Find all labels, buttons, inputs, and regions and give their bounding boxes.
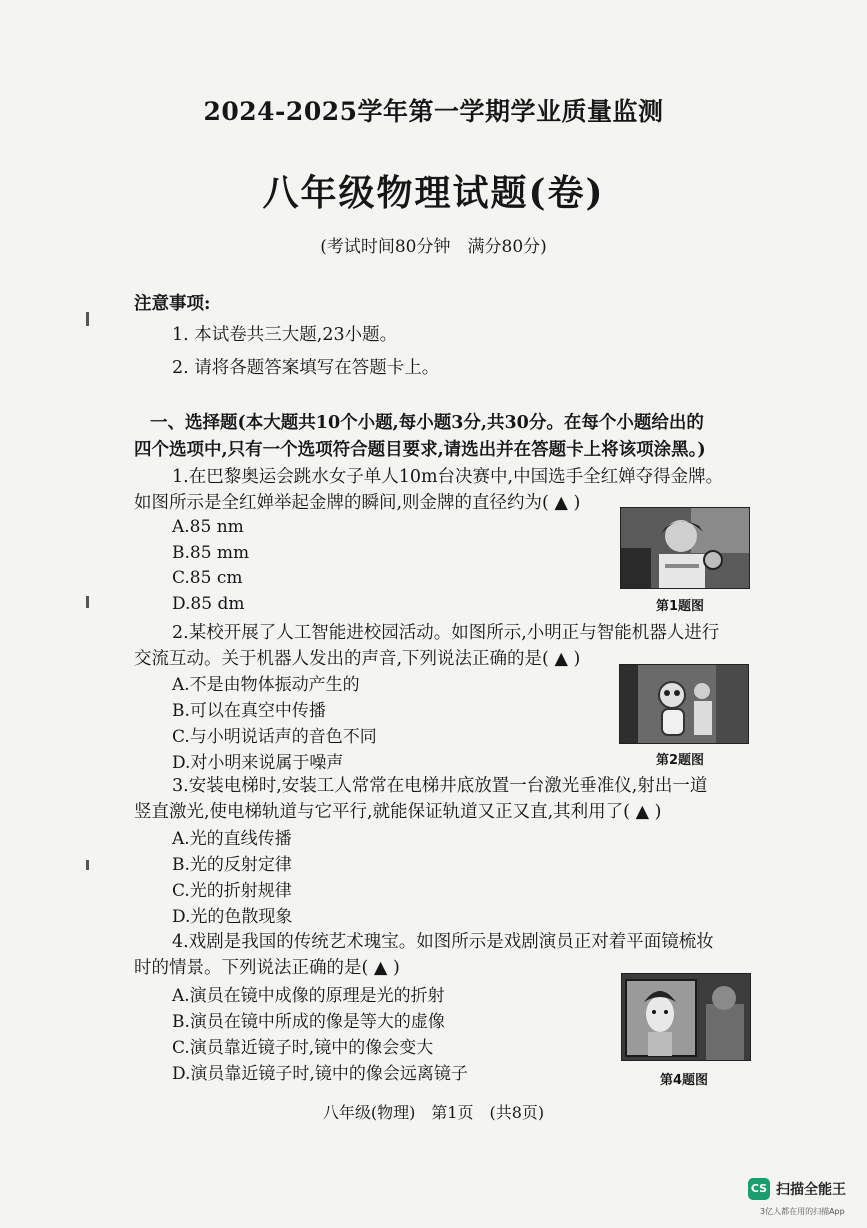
scanner-tagline: 3亿人都在用的扫描App: [760, 1207, 845, 1216]
section-intro: 一、选择题(本大题共10个小题,每小题3分,共30分。在每个小题给出的: [150, 413, 704, 433]
option-b: B.可以在真空中传播: [172, 701, 326, 721]
margin-mark: [86, 860, 89, 870]
question-stem: 交流互动。关于机器人发出的声音,下列说法正确的是( ▲ ): [134, 649, 581, 669]
option-a: A.不是由物体振动产生的: [172, 675, 360, 695]
robot-photo-illustration: [620, 665, 748, 743]
figure-1-photo: [620, 507, 750, 589]
term-title: 2024-2025学年第一学期学业质量监测: [203, 97, 664, 126]
margin-mark: [86, 596, 89, 608]
question-stem: 3.安装电梯时,安装工人常常在电梯井底放置一台激光垂准仪,射出一道: [172, 776, 708, 796]
figure-2-photo: [619, 664, 749, 744]
option-c: C.与小明说话声的音色不同: [172, 727, 377, 747]
notes-item: 2. 请将各题答案填写在答题卡上。: [172, 358, 440, 378]
answer-mark: ▲: [635, 802, 650, 822]
notes-item: 1. 本试卷共三大题,23小题。: [172, 325, 398, 345]
option-c: C.光的折射规律: [172, 881, 292, 901]
opera-mirror-illustration: [622, 974, 750, 1060]
exam-info: (考试时间80分钟 满分80分): [320, 237, 547, 257]
option-d: D.光的色散现象: [172, 907, 293, 927]
option-d: D.85 dm: [172, 594, 245, 614]
question-stem: 1.在巴黎奥运会跳水女子单人10m台决赛中,中国选手全红婵夺得金牌。: [172, 467, 724, 487]
option-a: A.85 nm: [172, 517, 244, 537]
answer-mark: ▲: [373, 958, 388, 978]
figure-caption: 第4题图: [660, 1073, 709, 1088]
scanner-name: 扫描全能王: [776, 1182, 846, 1198]
figure-caption: 第2题图: [656, 753, 705, 768]
margin-mark: [86, 312, 89, 326]
section-intro: 四个选项中,只有一个选项符合题目要求,请选出并在答题卡上将该项涂黑。): [134, 440, 706, 460]
option-c: C.85 cm: [172, 568, 243, 588]
question-stem: 2.某校开展了人工智能进校园活动。如图所示,小明正与智能机器人进行: [172, 623, 720, 643]
scanner-logo-icon: CS: [748, 1178, 770, 1200]
question-stem: 时的情景。下列说法正确的是( ▲ ): [134, 958, 400, 978]
option-d: D.演员靠近镜子时,镜中的像会远离镜子: [172, 1064, 468, 1084]
figure-caption: 第1题图: [656, 599, 705, 614]
answer-mark: ▲: [554, 493, 568, 513]
option-b: B.光的反射定律: [172, 855, 292, 875]
option-b: B.85 mm: [172, 543, 250, 563]
option-d: D.对小明来说属于噪声: [172, 753, 344, 773]
option-b: B.演员在镜中所成的像是等大的虚像: [172, 1012, 445, 1032]
question-stem: 4.戏剧是我国的传统艺术瑰宝。如图所示是戏剧演员正对着平面镜梳妆: [172, 932, 714, 952]
answer-mark: ▲: [554, 649, 568, 669]
question-stem: 如图所示是全红婵举起金牌的瞬间,则金牌的直径约为( ▲ ): [134, 493, 581, 513]
figure-4-photo: [621, 973, 751, 1061]
option-c: C.演员靠近镜子时,镜中的像会变大: [172, 1038, 434, 1058]
question-stem: 竖直激光,使电梯轨道与它平行,就能保证轨道又正又直,其利用了( ▲ ): [134, 802, 662, 822]
page-footer: 八年级(物理) 第1页 (共8页): [322, 1103, 545, 1122]
option-a: A.演员在镜中成像的原理是光的折射: [172, 986, 445, 1006]
option-a: A.光的直线传播: [172, 829, 292, 849]
medal-photo-illustration: [621, 508, 749, 588]
notes-heading: 注意事项:: [134, 294, 211, 314]
exam-title: 八年级物理试题(卷): [262, 172, 605, 214]
